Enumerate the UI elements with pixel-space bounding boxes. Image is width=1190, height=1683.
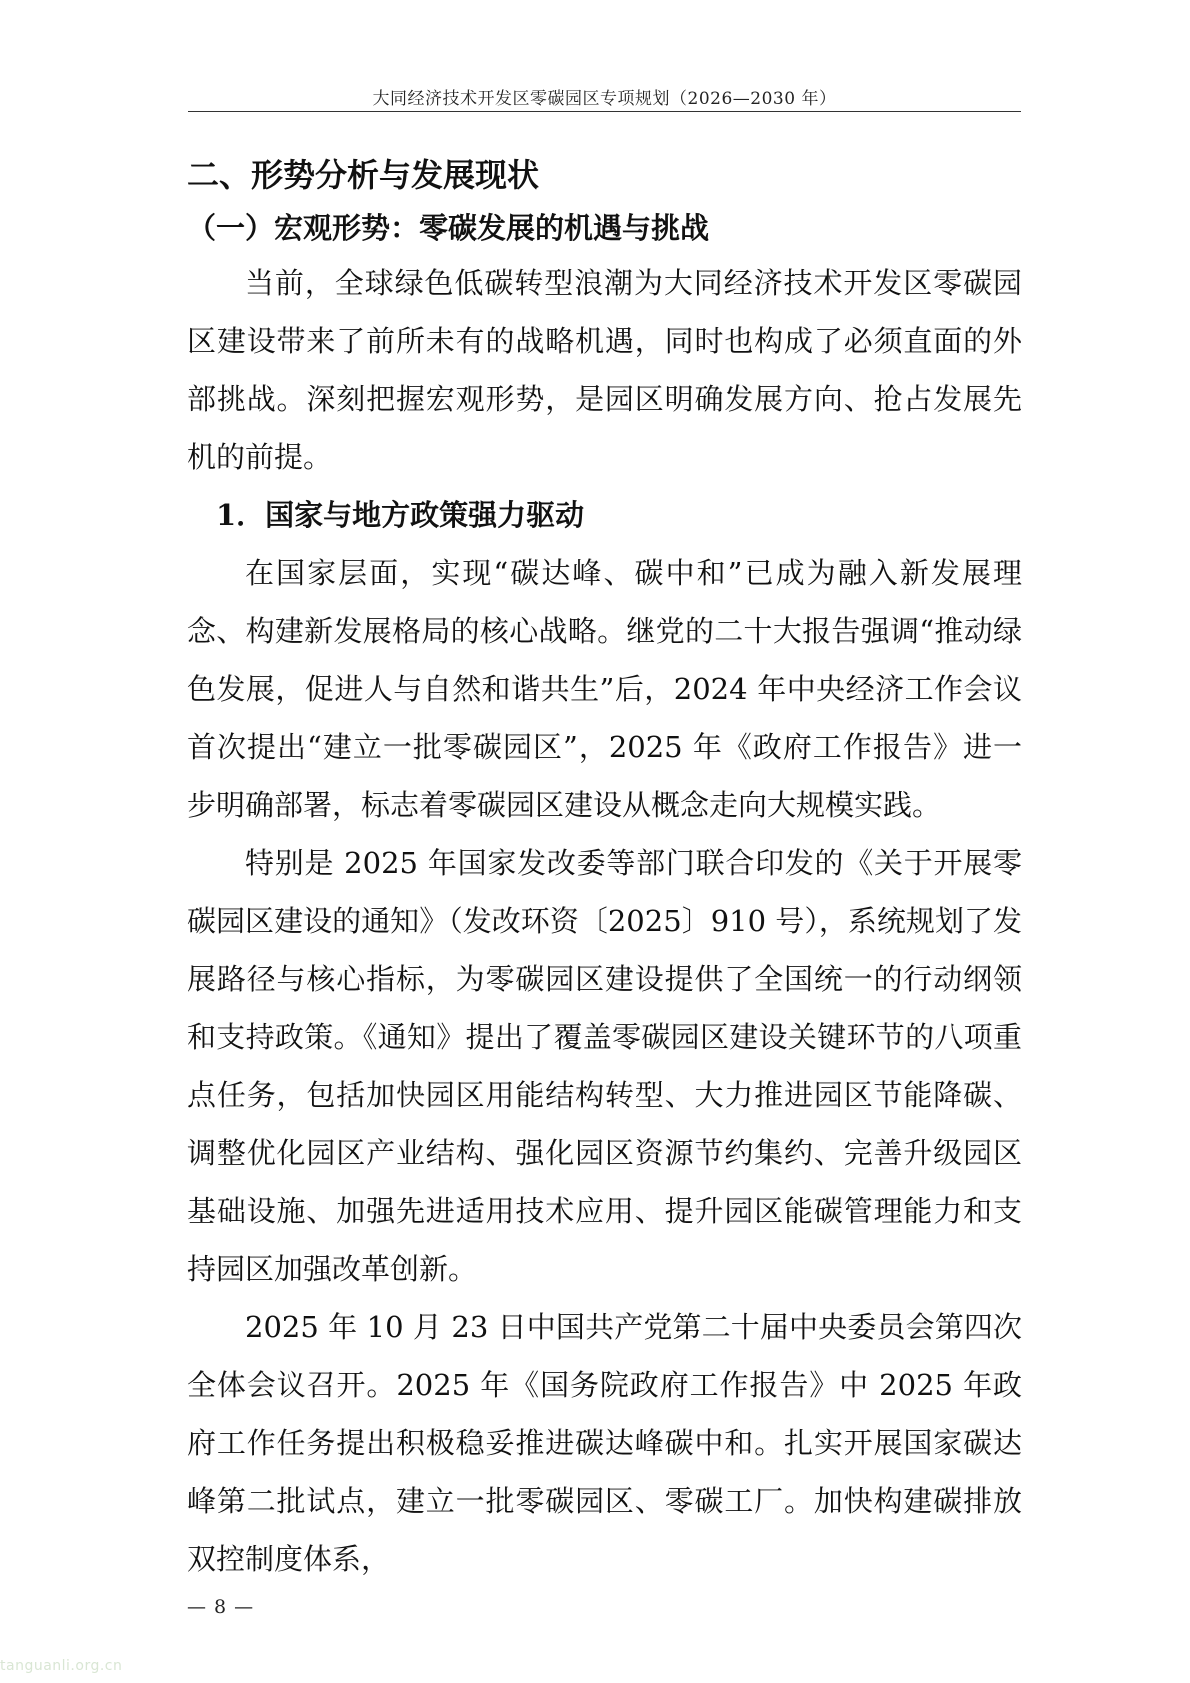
section-title: 二、形势分析与发展现状 <box>187 156 540 194</box>
item-title: 1．国家与地方政策强力驱动 <box>216 498 585 532</box>
body-paragraph: 2025 年 10 月 23 日中国共产党第二十届中央委员会第四次全体会议召开。2025 年《国务院政府工作报告》中 2025 年政府工作任务提出积极稳妥推进碳达峰碳中和。扎实开展国家碳达峰第二批试点，建立一批零碳园区、零碳工厂。加快构建碳排放双控制度体系， <box>187 1310 1022 1576</box>
page-body <box>187 150 1022 1588</box>
subsection-title: （一）宏观形势：零碳发展的机遇与挑战 <box>187 211 710 245</box>
intro-paragraph: 当前，全球绿色低碳转型浪潮为大同经济技术开发区零碳园区建设带来了前所未有的战略机遇，同时也构成了必须直面的外部挑战。深刻把握宏观形势，是园区明确发展方向、抢占发展先机的前提。 <box>187 266 1022 474</box>
watermark: tanguanli.org.cn <box>0 1658 123 1674</box>
body-paragraph: 特别是 2025 年国家发改委等部门联合印发的《关于开展零碳园区建设的通知》（发改环资〔2025〕910 号），系统规划了发展路径与核心指标，为零碳园区建设提供了全国统一的行动纲领和支持政策。《通知》提出了覆盖零碳园区建设关键环节的八项重点任务，包括加快园区用能结构转型、大力推进园区节能降碳、调整优化园区产业结构、强化园区资源节约集约、完善升级园区基础设施、加强先进适用技术应用、提升园区能碳管理能力和支持园区加强改革创新。 <box>187 846 1022 1286</box>
body-paragraph: 在国家层面，实现“碳达峰、碳中和”已成为融入新发展理念、构建新发展格局的核心战略。继党的二十大报告强调“推动绿色发展，促进人与自然和谐共生”后，2024 年中央经济工作会议首次提出“建立一批零碳园区”，2025 年《政府工作报告》进一步明确部署，标志着零碳园区建设从概念走向大规模实践。 <box>187 556 1022 822</box>
header-divider <box>188 111 1021 112</box>
page-number: — 8 — <box>187 1596 255 1618</box>
running-header: 大同经济技术开发区零碳园区专项规划（2026—2030 年） <box>372 89 837 109</box>
